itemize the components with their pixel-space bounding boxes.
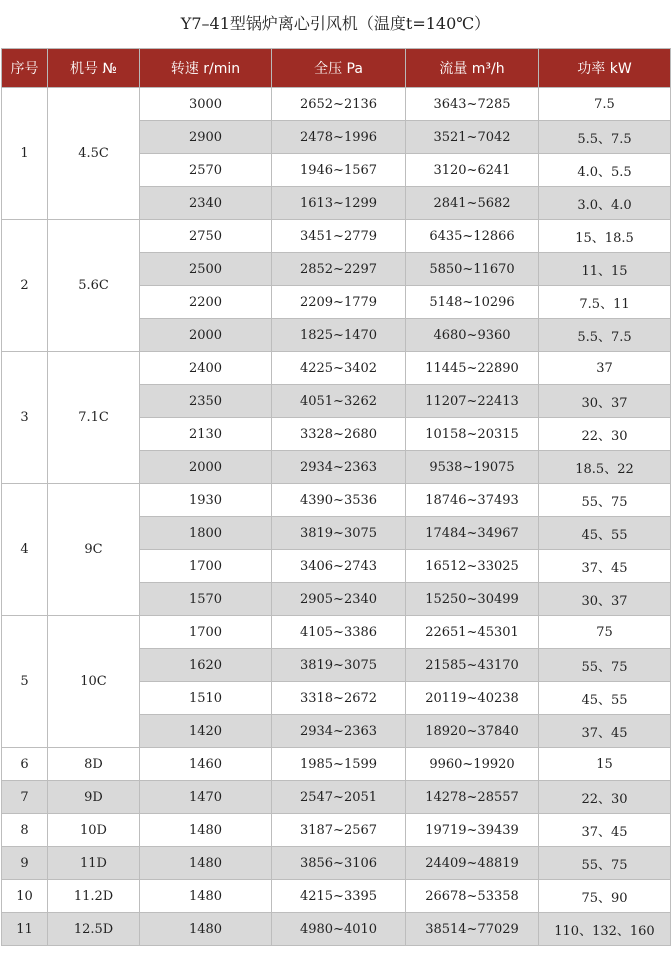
- cell-power: 15、18.5: [539, 220, 671, 253]
- cell-pressure: 4105~3386: [272, 616, 406, 649]
- cell-flow: 3521~7042: [406, 121, 539, 154]
- cell-pressure: 4225~3402: [272, 352, 406, 385]
- cell-pressure: 2934~2363: [272, 715, 406, 748]
- cell-model: 4.5C: [48, 88, 140, 220]
- cell-speed: 1800: [140, 517, 272, 550]
- table-row: [2, 748, 671, 781]
- table-row: [2, 913, 671, 946]
- cell-speed: 1700: [140, 550, 272, 583]
- cell-speed: 1480: [140, 814, 272, 847]
- cell-model: 5.6C: [48, 220, 140, 352]
- cell-power: 55、75: [539, 847, 671, 880]
- cell-speed: 3000: [140, 88, 272, 121]
- cell-power: 7.5: [539, 88, 671, 121]
- cell-speed: 2350: [140, 385, 272, 418]
- cell-power: 22、30: [539, 781, 671, 814]
- cell-flow: 11445~22890: [406, 352, 539, 385]
- cell-index: 9: [2, 847, 48, 880]
- table-row: [2, 814, 671, 847]
- cell-index: 5: [2, 616, 48, 748]
- cell-pressure: 3328~2680: [272, 418, 406, 451]
- cell-model: 10C: [48, 616, 140, 748]
- cell-index: 4: [2, 484, 48, 616]
- cell-power: 45、55: [539, 682, 671, 715]
- cell-pressure: 3451~2779: [272, 220, 406, 253]
- cell-flow: 3120~6241: [406, 154, 539, 187]
- cell-pressure: 4980~4010: [272, 913, 406, 946]
- cell-speed: 1460: [140, 748, 272, 781]
- cell-flow: 18746~37493: [406, 484, 539, 517]
- table-row: [2, 880, 671, 913]
- cell-model: 8D: [48, 748, 140, 781]
- header-speed: 转速 r/min: [140, 49, 272, 88]
- cell-flow: 9538~19075: [406, 451, 539, 484]
- cell-flow: 24409~48819: [406, 847, 539, 880]
- cell-index: 7: [2, 781, 48, 814]
- cell-pressure: 1985~1599: [272, 748, 406, 781]
- cell-model: 7.1C: [48, 352, 140, 484]
- table-row: [2, 352, 671, 385]
- table-title: Y7–41型锅炉离心引风机（温度t=140℃）: [180, 14, 491, 33]
- cell-pressure: 3187~2567: [272, 814, 406, 847]
- cell-pressure: 2905~2340: [272, 583, 406, 616]
- cell-power: 37、45: [539, 715, 671, 748]
- cell-speed: 2900: [140, 121, 272, 154]
- cell-power: 18.5、22: [539, 451, 671, 484]
- cell-pressure: 1946~1567: [272, 154, 406, 187]
- header-pressure: 全压 Pa: [272, 49, 406, 88]
- cell-speed: 1510: [140, 682, 272, 715]
- cell-pressure: 2652~2136: [272, 88, 406, 121]
- cell-power: 75: [539, 616, 671, 649]
- table-body: [2, 88, 671, 946]
- cell-pressure: 1613~1299: [272, 187, 406, 220]
- cell-flow: 17484~34967: [406, 517, 539, 550]
- cell-pressure: 2934~2363: [272, 451, 406, 484]
- cell-pressure: 2209~1779: [272, 286, 406, 319]
- cell-model: 12.5D: [48, 913, 140, 946]
- cell-speed: 1480: [140, 847, 272, 880]
- cell-speed: 1930: [140, 484, 272, 517]
- cell-pressure: 2547~2051: [272, 781, 406, 814]
- cell-speed: 2340: [140, 187, 272, 220]
- cell-flow: 5148~10296: [406, 286, 539, 319]
- header-index: 序号: [2, 49, 48, 88]
- cell-pressure: 4051~3262: [272, 385, 406, 418]
- cell-flow: 26678~53358: [406, 880, 539, 913]
- cell-model: 11D: [48, 847, 140, 880]
- cell-flow: 6435~12866: [406, 220, 539, 253]
- table-row: [2, 484, 671, 517]
- cell-power: 5.5、7.5: [539, 319, 671, 352]
- cell-speed: 1470: [140, 781, 272, 814]
- cell-pressure: 4215~3395: [272, 880, 406, 913]
- cell-speed: 1620: [140, 649, 272, 682]
- cell-speed: 1570: [140, 583, 272, 616]
- cell-speed: 1420: [140, 715, 272, 748]
- cell-flow: 20119~40238: [406, 682, 539, 715]
- cell-speed: 2400: [140, 352, 272, 385]
- cell-flow: 16512~33025: [406, 550, 539, 583]
- cell-speed: 2000: [140, 451, 272, 484]
- table-row: [2, 88, 671, 121]
- cell-power: 7.5、11: [539, 286, 671, 319]
- cell-power: 15: [539, 748, 671, 781]
- header-power: 功率 kW: [539, 49, 671, 88]
- cell-flow: 5850~11670: [406, 253, 539, 286]
- cell-power: 37、45: [539, 814, 671, 847]
- table-row: [2, 847, 671, 880]
- cell-speed: 2130: [140, 418, 272, 451]
- cell-pressure: 3318~2672: [272, 682, 406, 715]
- cell-speed: 2570: [140, 154, 272, 187]
- cell-speed: 1700: [140, 616, 272, 649]
- cell-index: 10: [2, 880, 48, 913]
- cell-flow: 3643~7285: [406, 88, 539, 121]
- cell-flow: 14278~28557: [406, 781, 539, 814]
- cell-pressure: 3856~3106: [272, 847, 406, 880]
- cell-model: 9C: [48, 484, 140, 616]
- cell-index: 6: [2, 748, 48, 781]
- cell-index: 8: [2, 814, 48, 847]
- cell-power: 22、30: [539, 418, 671, 451]
- cell-pressure: 3819~3075: [272, 649, 406, 682]
- cell-flow: 22651~45301: [406, 616, 539, 649]
- cell-flow: 15250~30499: [406, 583, 539, 616]
- cell-flow: 19719~39439: [406, 814, 539, 847]
- cell-power: 37、45: [539, 550, 671, 583]
- cell-index: 11: [2, 913, 48, 946]
- cell-pressure: 3406~2743: [272, 550, 406, 583]
- cell-power: 30、37: [539, 583, 671, 616]
- cell-flow: 9960~19920: [406, 748, 539, 781]
- cell-model: 11.2D: [48, 880, 140, 913]
- cell-flow: 11207~22413: [406, 385, 539, 418]
- cell-pressure: 2478~1996: [272, 121, 406, 154]
- cell-flow: 4680~9360: [406, 319, 539, 352]
- cell-pressure: 1825~1470: [272, 319, 406, 352]
- cell-power: 30、37: [539, 385, 671, 418]
- cell-power: 45、55: [539, 517, 671, 550]
- cell-flow: 18920~37840: [406, 715, 539, 748]
- table-row: [2, 220, 671, 253]
- cell-speed: 1480: [140, 913, 272, 946]
- table-row: [2, 781, 671, 814]
- cell-pressure: 3819~3075: [272, 517, 406, 550]
- cell-power: 4.0、5.5: [539, 154, 671, 187]
- cell-power: 55、75: [539, 649, 671, 682]
- cell-model: 10D: [48, 814, 140, 847]
- cell-speed: 2000: [140, 319, 272, 352]
- cell-speed: 2200: [140, 286, 272, 319]
- cell-power: 5.5、7.5: [539, 121, 671, 154]
- cell-power: 11、15: [539, 253, 671, 286]
- cell-power: 75、90: [539, 880, 671, 913]
- cell-flow: 2841~5682: [406, 187, 539, 220]
- table-row: [2, 616, 671, 649]
- cell-flow: 38514~77029: [406, 913, 539, 946]
- cell-power: 110、132、160: [539, 913, 671, 946]
- cell-model: 9D: [48, 781, 140, 814]
- cell-power: 37: [539, 352, 671, 385]
- cell-flow: 21585~43170: [406, 649, 539, 682]
- cell-speed: 2750: [140, 220, 272, 253]
- cell-speed: 1480: [140, 880, 272, 913]
- cell-pressure: 4390~3536: [272, 484, 406, 517]
- header-row: [2, 49, 671, 88]
- cell-index: 2: [2, 220, 48, 352]
- cell-flow: 10158~20315: [406, 418, 539, 451]
- fan-spec-table: [1, 48, 671, 946]
- cell-speed: 2500: [140, 253, 272, 286]
- cell-power: 3.0、4.0: [539, 187, 671, 220]
- header-flow: 流量 m³/h: [406, 49, 539, 88]
- cell-power: 55、75: [539, 484, 671, 517]
- header-model: 机号 №: [48, 49, 140, 88]
- cell-pressure: 2852~2297: [272, 253, 406, 286]
- cell-index: 3: [2, 352, 48, 484]
- cell-index: 1: [2, 88, 48, 220]
